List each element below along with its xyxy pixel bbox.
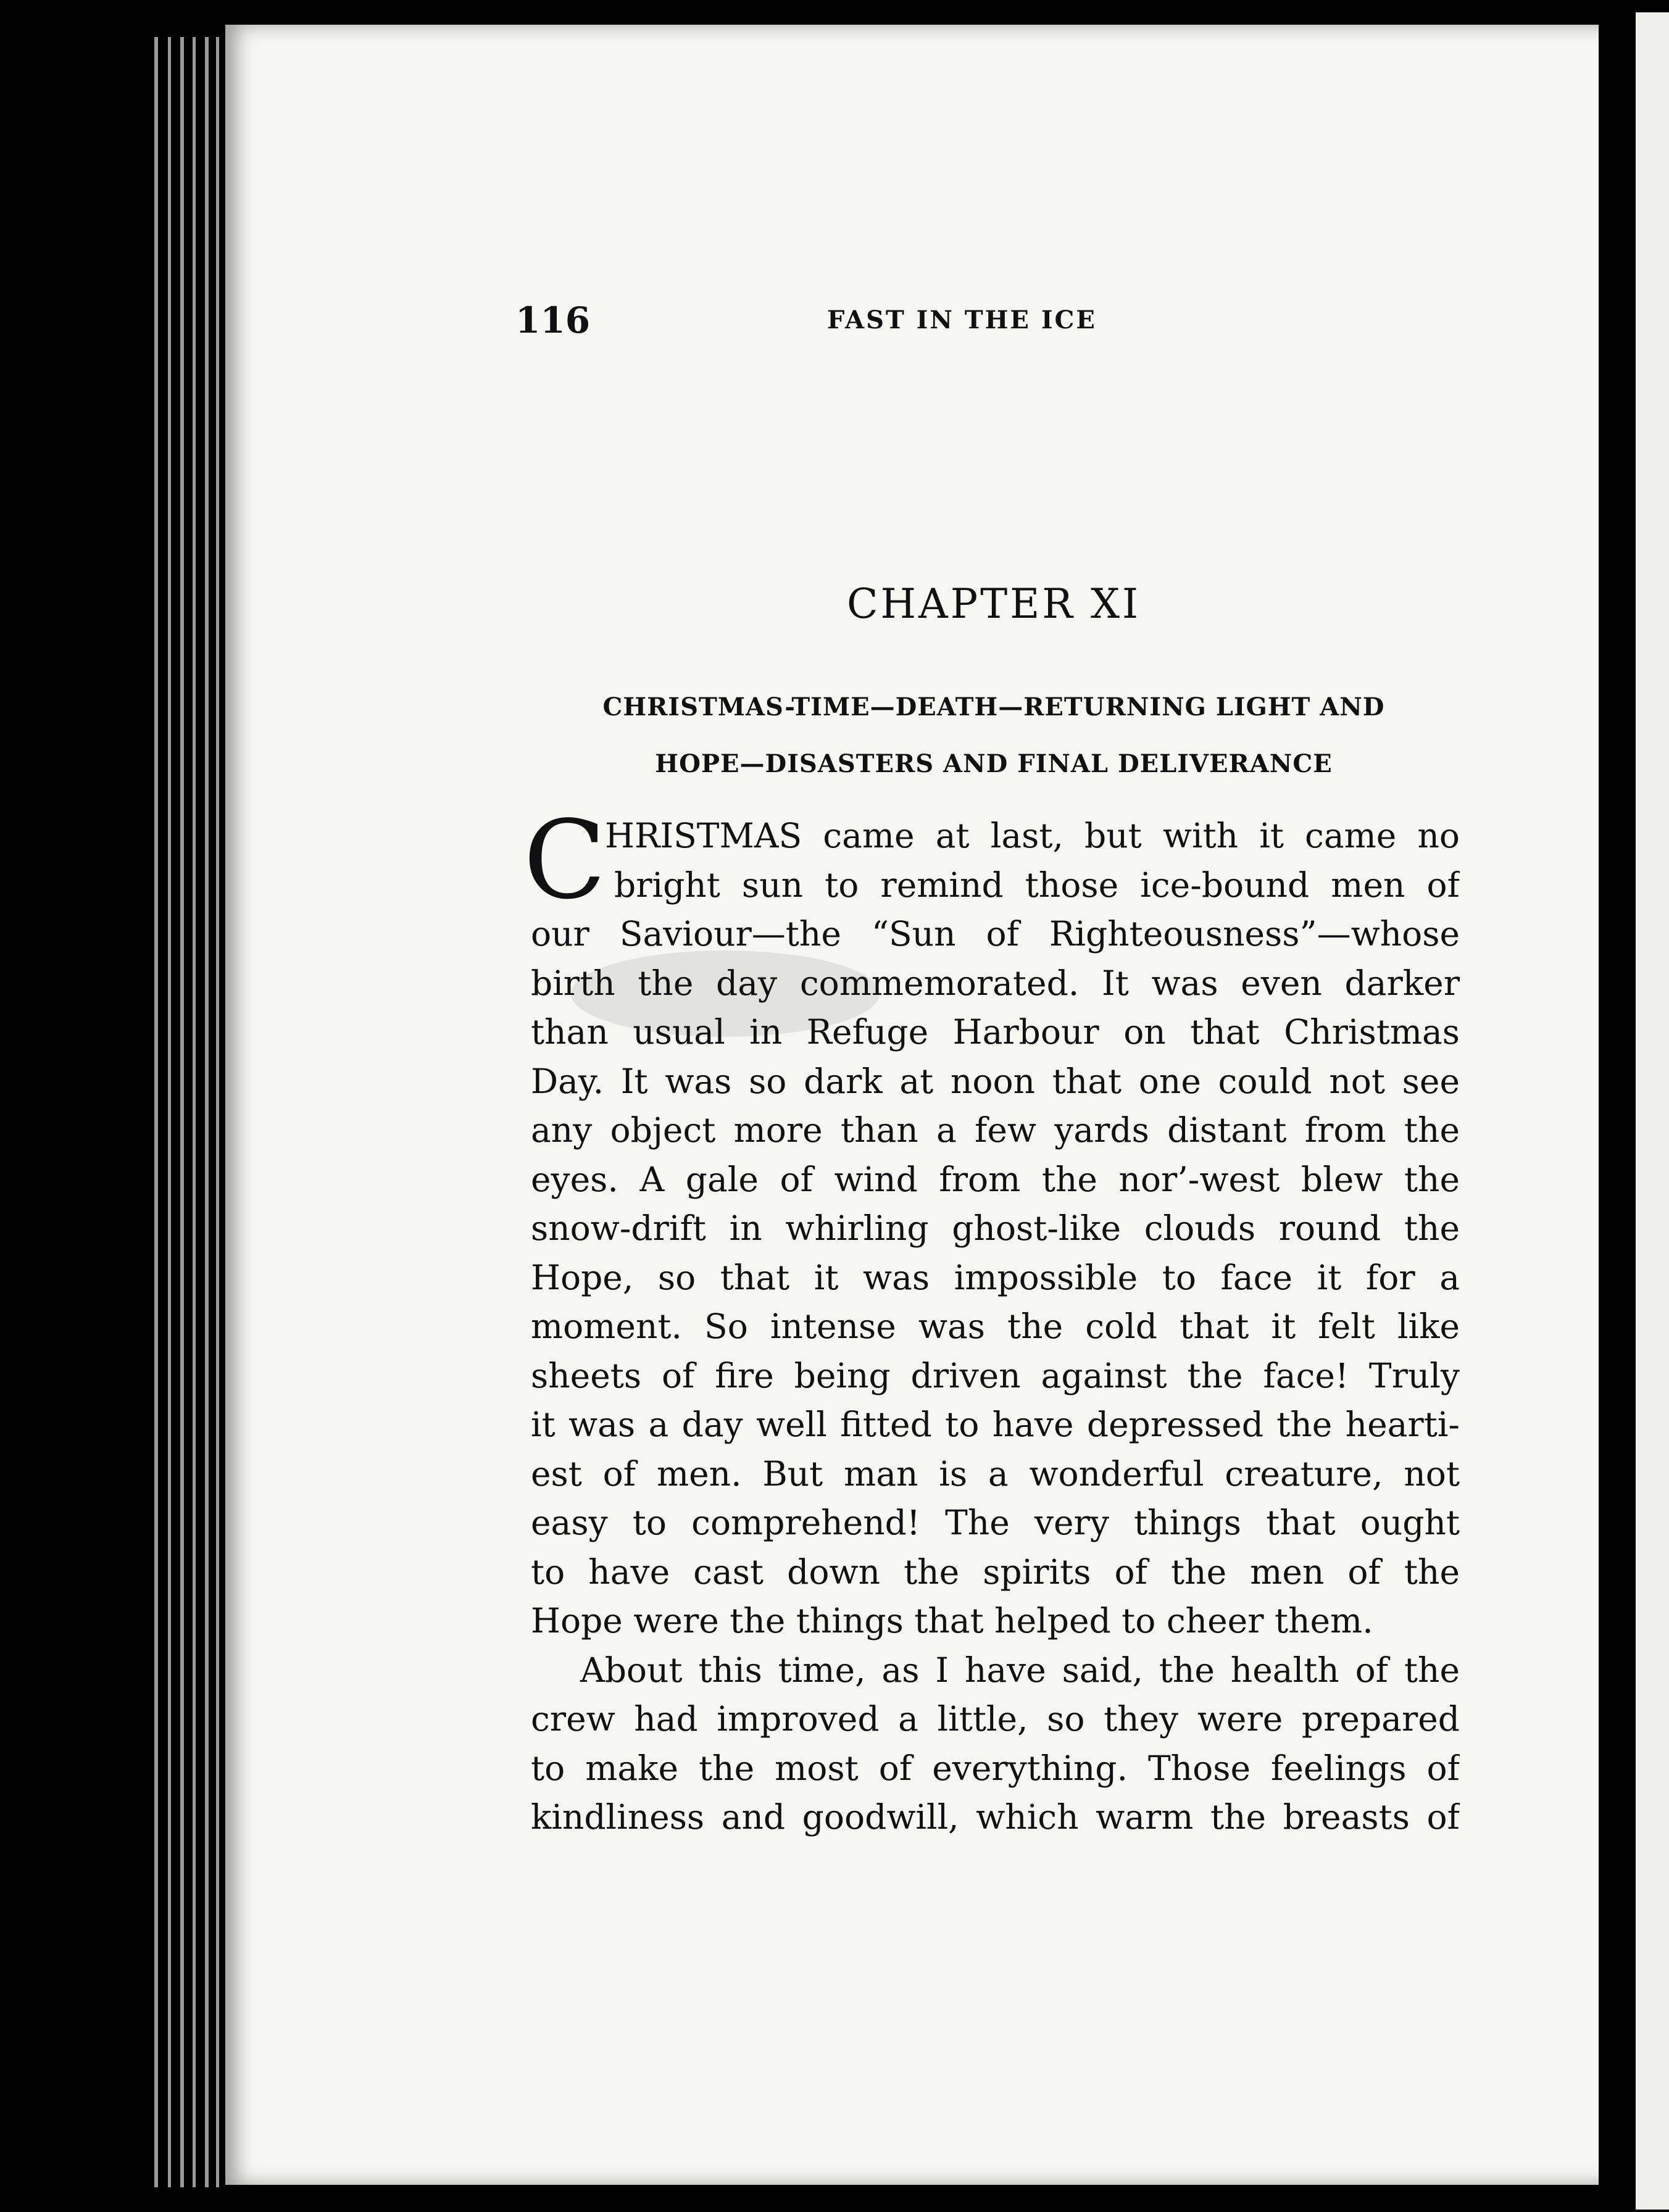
text-line: bright sun to remind those ice-bound men of bbox=[614, 865, 1460, 905]
chapter-subtitle-line: HOPE—DISASTERS AND FINAL DELIVERANCE bbox=[655, 749, 1333, 778]
text-line: our Saviour—the “Sun of Righteousness”—whose bbox=[531, 914, 1460, 954]
text-line: to make the most of everything. Those feelings of bbox=[531, 1748, 1460, 1788]
page-stack-edge bbox=[168, 37, 171, 2187]
text-line: any object more than a few yards distant from the bbox=[531, 1110, 1460, 1150]
page-stack-edge bbox=[205, 37, 209, 2187]
text-line: Day. It was so dark at noon that one could not see bbox=[531, 1061, 1460, 1101]
chapter-title: CHAPTER XI bbox=[846, 580, 1141, 628]
chapter-subtitle-line: CHRISTMAS-TIME—DEATH—RETURNING LIGHT AND bbox=[602, 692, 1385, 721]
facing-page-edge bbox=[1636, 12, 1669, 2210]
text-line: easy to comprehend! The very things that ought bbox=[531, 1503, 1460, 1542]
drop-cap: C bbox=[523, 798, 606, 923]
text-line: snow-drift in whirling ghost-like clouds round the bbox=[531, 1208, 1460, 1248]
chapter-subtitle bbox=[531, 679, 1457, 792]
text-line: est of men. But man is a wonderful creature, not bbox=[531, 1453, 1460, 1494]
text-line: HRISTMAS came at last, but with it came no bbox=[605, 816, 1460, 855]
text-line: than usual in Refuge Harbour on that Christmas bbox=[531, 1012, 1460, 1052]
text-line: crew had improved a little, so they were prepared bbox=[531, 1699, 1460, 1739]
text-line: to have cast down the spirits of the men of the bbox=[531, 1552, 1460, 1592]
text-line: About this time, as I have said, the health of the bbox=[580, 1650, 1460, 1690]
running-title: FAST IN THE ICE bbox=[827, 306, 1097, 335]
page-number: 116 bbox=[515, 299, 591, 341]
text-line: kindliness and goodwill, which warm the breasts of bbox=[531, 1797, 1460, 1837]
text-line: moment. So intense was the cold that it felt like bbox=[531, 1307, 1460, 1346]
text-line: birth the day commemorated. It was even darker bbox=[531, 963, 1460, 1003]
page-stack-edge bbox=[216, 37, 219, 2187]
book-gutter bbox=[1599, 25, 1636, 2185]
text-line: eyes. A gale of wind from the nor’-west blew the bbox=[531, 1159, 1460, 1199]
chapter-text bbox=[523, 798, 1460, 1842]
page-stack-edge bbox=[193, 37, 196, 2187]
page-stack-edge bbox=[154, 37, 158, 2187]
text-line: sheets of fire being driven against the face! Truly bbox=[531, 1355, 1460, 1395]
page-stack-edge bbox=[180, 37, 184, 2187]
text-line: Hope, so that it was impossible to face it for a bbox=[531, 1257, 1460, 1297]
text-line: it was a day well fitted to have depressed the hearti- bbox=[531, 1405, 1460, 1444]
text-line: Hope were the things that helped to cheer them. bbox=[531, 1601, 1373, 1640]
running-head bbox=[515, 299, 1441, 355]
